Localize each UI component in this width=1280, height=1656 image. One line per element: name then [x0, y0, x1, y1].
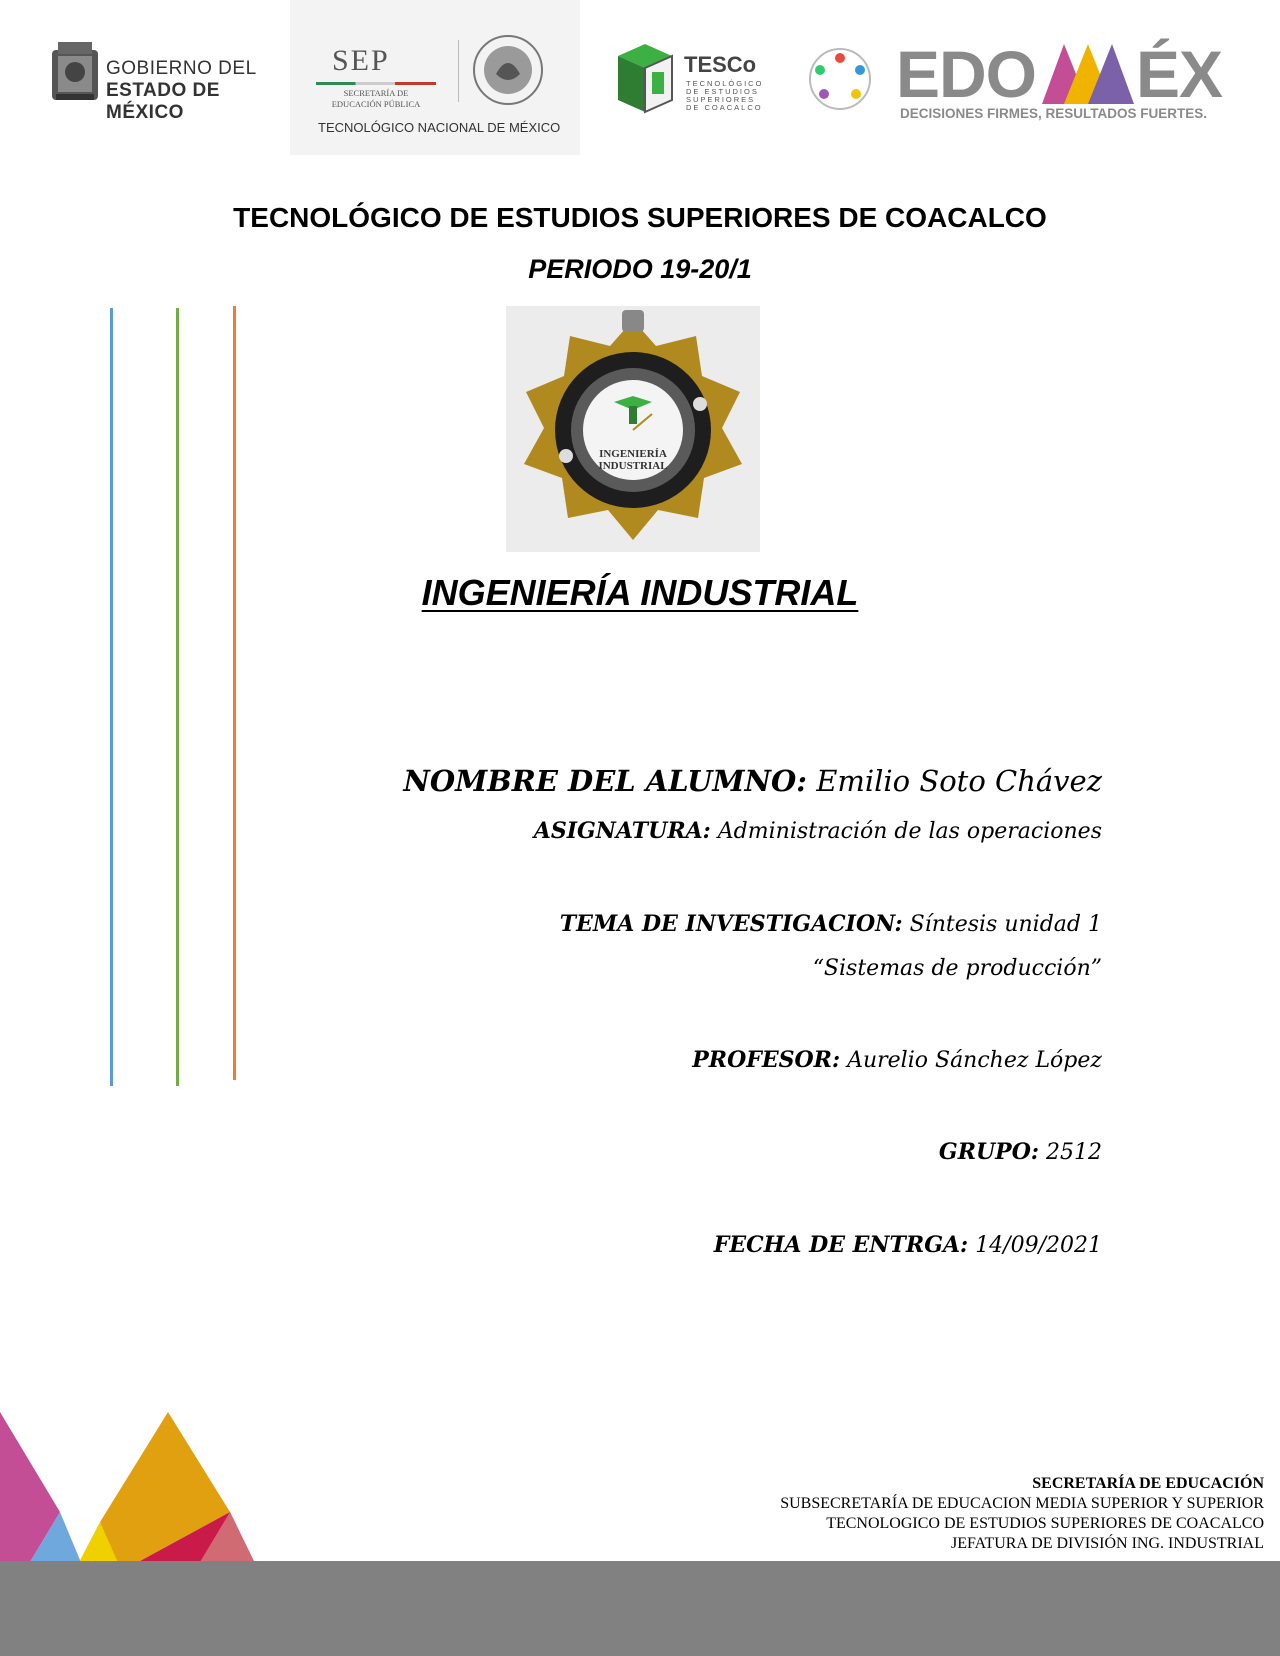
- decorative-line-green: [176, 308, 179, 1086]
- student-name-row: [403, 764, 1102, 798]
- edomex-tagline: DECISIONES FIRMES, RESULTADOS FUERTES.: [900, 106, 1208, 121]
- sep-tecnm-logo: [290, 0, 580, 155]
- tesco-sub-line1: TECNOLÓGICO: [686, 79, 764, 88]
- gobierno-line2: ESTADO DE MÉXICO: [106, 80, 220, 123]
- topic-value-2: “Sistemas de producción”: [812, 956, 1102, 981]
- student-name-value: Emilio Soto Chávez: [816, 764, 1102, 798]
- sep-subtitle-line2: EDUCACIÓN PÚBLICA: [331, 99, 421, 109]
- tesco-cube-icon: [612, 42, 678, 114]
- gobierno-estado-mexico-logo: [48, 40, 298, 123]
- footer-line1: SECRETARÍA DE EDUCACIÓN: [1032, 1475, 1264, 1492]
- subject-value: Administración de las operaciones: [717, 819, 1102, 844]
- circle-people-icon: [800, 44, 880, 114]
- sep-subtitle-line1: SECRETARÍA DE: [343, 88, 409, 98]
- decorative-line-orange: [233, 306, 236, 1080]
- mexico-seal-icon: [472, 34, 544, 106]
- topic-row: [560, 911, 1102, 937]
- due-date-label: FECHA DE ENTRGA:: [713, 1232, 969, 1258]
- edomex-m-icon: [1042, 40, 1134, 104]
- footer-line2: SUBSECRETARÍA DE EDUCACION MEDIA SUPERIOR Y SUPERIOR: [780, 1495, 1264, 1512]
- professor-value: Aurelio Sánchez López: [847, 1048, 1102, 1073]
- professor-row: [692, 1047, 1102, 1073]
- topic-label: TEMA DE INVESTIGACION:: [559, 911, 903, 937]
- subject-label: ASIGNATURA:: [533, 818, 711, 844]
- sep-subtitle: [316, 88, 436, 110]
- footer-gray-band: [0, 1561, 1280, 1656]
- tesco-sub-line4: DE COACALCO: [686, 103, 763, 112]
- sep-title: SEP: [332, 44, 390, 77]
- emblem-label-line2: INDUSTRIAL: [598, 460, 668, 472]
- due-date-row: [714, 1232, 1102, 1258]
- due-date-value: 14/09/2021: [975, 1233, 1102, 1258]
- tesco-title: TESCo: [684, 52, 757, 77]
- state-coat-of-arms-icon: [48, 40, 102, 104]
- institution-title: TECNOLÓGICO DE ESTUDIOS SUPERIORES DE COACALCO: [233, 202, 1047, 233]
- decorative-line-blue: [110, 308, 113, 1086]
- tecnm-label: TECNOLÓGICO NACIONAL DE MÉXICO: [318, 120, 561, 135]
- student-name-label: NOMBRE DEL ALUMNO:: [403, 764, 807, 798]
- edomex-word-left: EDO: [896, 37, 1037, 111]
- group-row: [939, 1139, 1102, 1165]
- emblem-label: [566, 448, 700, 472]
- topic-row-2: [813, 956, 1102, 981]
- group-label: GRUPO:: [938, 1139, 1039, 1165]
- period-label: PERIODO 19-20/1: [528, 254, 752, 284]
- sep-divider: [458, 40, 459, 102]
- tesco-sub-line2: DE ESTUDIOS: [686, 87, 759, 96]
- equality-circle-logo: [800, 44, 880, 114]
- footer-line4: JEFATURA DE DIVISIÓN ING. INDUSTRIAL: [950, 1535, 1264, 1552]
- sep-flag-line: [316, 82, 436, 85]
- edomex-logo: [896, 36, 1236, 128]
- edomex-word-right: ÉX: [1136, 37, 1223, 111]
- topic-value: Síntesis unidad 1: [909, 912, 1102, 937]
- tesco-subtitle: [686, 80, 763, 112]
- gobierno-line1: GOBIERNO DEL: [106, 58, 257, 79]
- emblem-label-line1: INGENIERÍA: [599, 448, 667, 460]
- tesco-logo: [612, 42, 772, 118]
- career-title-text: INGENIERÍA INDUSTRIAL: [421, 572, 859, 613]
- group-value: 2512: [1046, 1140, 1102, 1165]
- professor-label: PROFESOR:: [692, 1047, 841, 1073]
- tesco-sub-line3: SUPERIORES: [686, 95, 756, 104]
- industrial-engineering-emblem: [506, 306, 760, 552]
- gear-stopwatch-icon: [506, 306, 760, 552]
- footer-line3: TECNOLOGICO DE ESTUDIOS SUPERIORES DE COACALCO: [826, 1515, 1264, 1532]
- subject-row: [534, 818, 1102, 844]
- career-title: [0, 572, 1280, 614]
